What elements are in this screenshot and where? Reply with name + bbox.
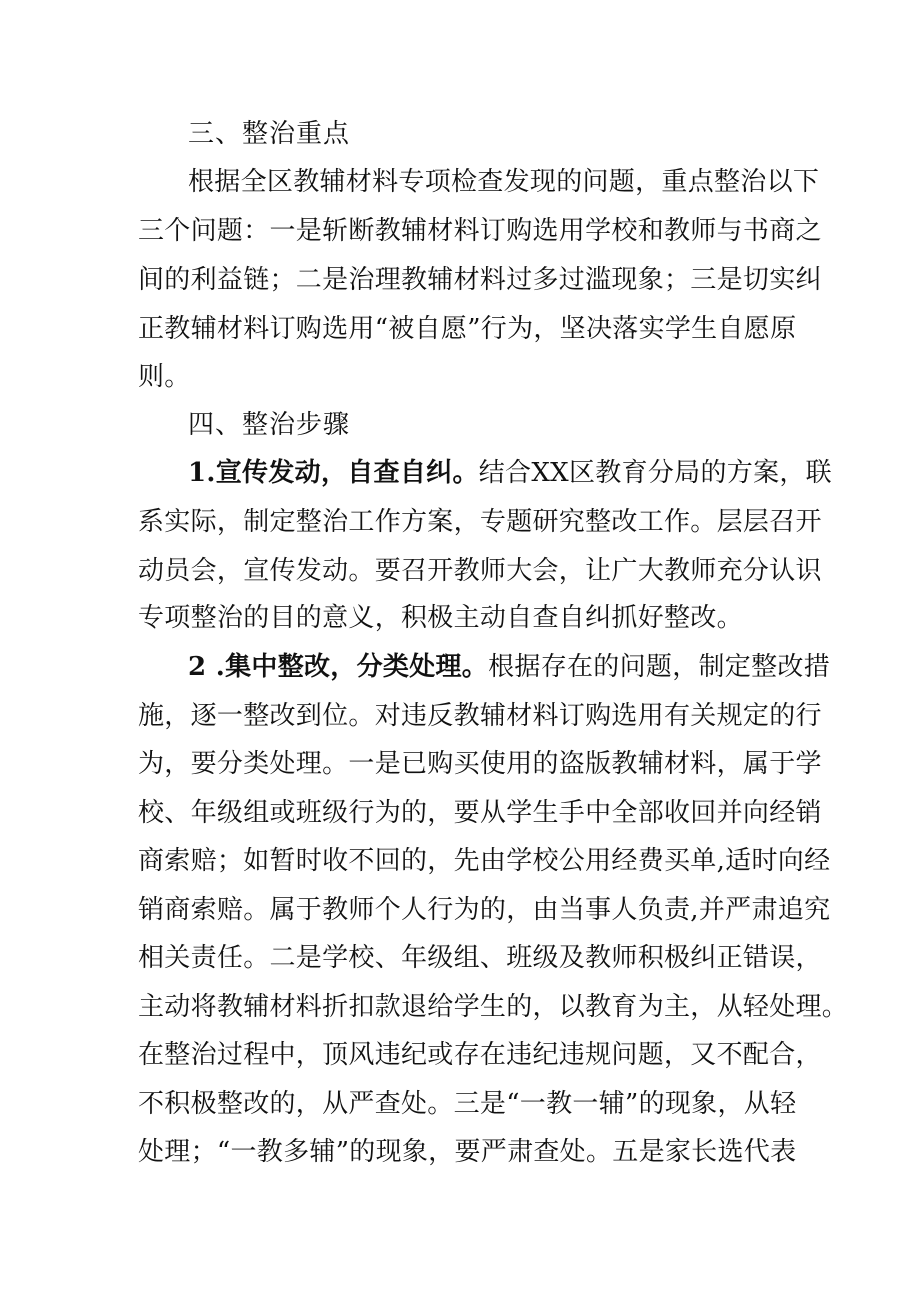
paragraph-line: 根据全区教辅材料专项检查发现的问题，重点整治以下	[188, 167, 820, 197]
paragraph-line: 商索赔；如暂时收不回的，先由学校公用经费买单,适时向经	[138, 846, 831, 876]
paragraph-line: 不积极整改的，从严查处。三是“一教一辅”的现象，从轻	[138, 1089, 797, 1119]
paragraph-line: 为，要分类处理。一是已购买使用的盗版教辅材料，属于学	[138, 749, 822, 779]
paragraph-line: 动员会，宣传发动。要召开教师大会，让广大教师充分认识	[138, 556, 822, 586]
paragraph-line: 专项整治的目的意义，积极主动自查自纠抓好整改。	[138, 603, 743, 633]
paragraph-line: 销商索赔。属于教师个人行为的，由当事人负责,并严肃追究	[138, 895, 831, 925]
paragraph-line: 主动将教辅材料折扣款退给学生的，以教育为主，从轻处理。	[138, 992, 849, 1022]
item-1-text: 结合XX区教育分局的方案，联	[478, 458, 832, 488]
paragraph-line: 处理；“一教多辅”的现象，要严肃查处。五是家长选代表	[138, 1137, 797, 1167]
item-2-text: 根据存在的问题，制定整改措	[488, 652, 831, 682]
paragraph-line: 间的利益链；二是治理教辅材料过多过滥现象；三是切实纠	[138, 265, 822, 295]
item-1-title: 1.宣传发动，自查自纠。	[188, 458, 479, 488]
item-2-title: 2 .集中整改，分类处理。	[188, 652, 489, 682]
item-1-first-line	[188, 457, 832, 489]
paragraph-line: 三个问题：一是斩断教辅材料订购选用学校和教师与书商之	[138, 216, 822, 246]
section-heading-4: 四、整治步骤	[188, 410, 351, 440]
paragraph-line: 校、年级组或班级行为的，要从学生手中全部收回并向经销	[138, 798, 822, 828]
paragraph-line: 在整治过程中，顶风违纪或存在违纪违规问题，又不配合，	[138, 1040, 822, 1070]
paragraph-line: 则。	[138, 362, 191, 392]
section-heading-3: 三、整治重点	[188, 119, 351, 149]
paragraph-line: 系实际，制定整治工作方案，专题研究整改工作。层层召开	[138, 507, 822, 537]
paragraph-line: 正教辅材料订购选用“被自愿”行为，坚决落实学生自愿原	[138, 314, 797, 344]
paragraph-line: 施，逐一整改到位。对违反教辅材料订购选用有关规定的行	[138, 701, 822, 731]
paragraph-line: 相关责任。二是学校、年级组、班级及教师积极纠正错误，	[138, 943, 822, 973]
item-2-first-line	[188, 651, 830, 683]
